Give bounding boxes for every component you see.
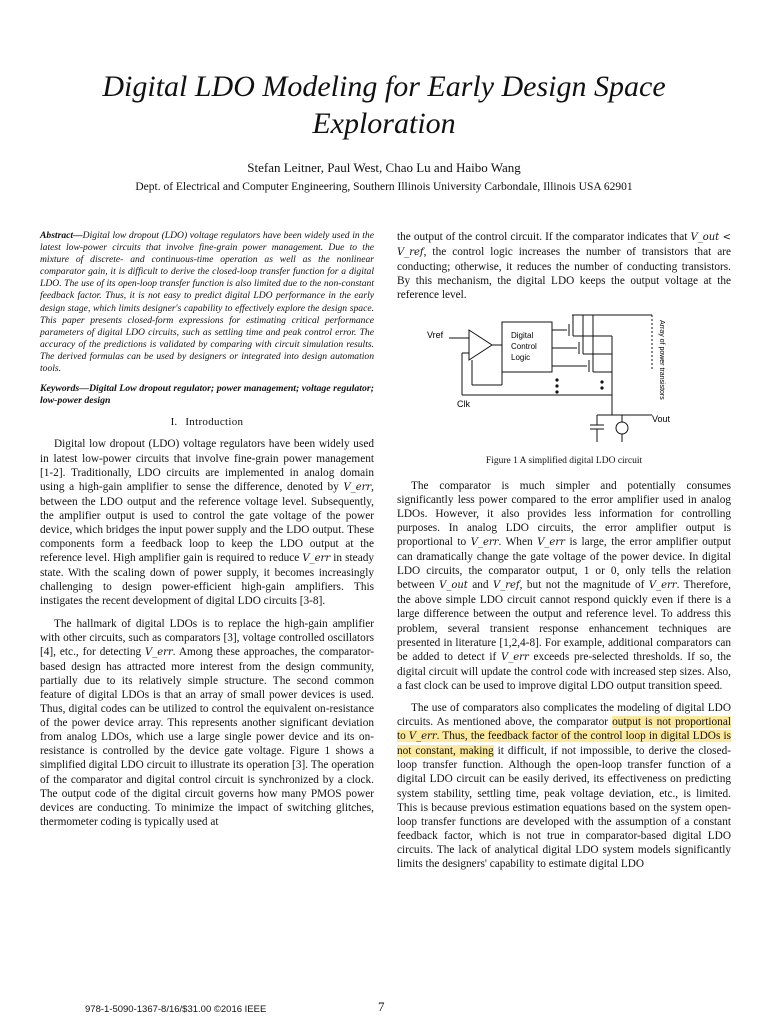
ellipsis-dot — [555, 379, 558, 382]
figure-label-clk: Clk — [457, 399, 470, 410]
figure-caption: Figure 1 A simplified digital LDO circuit — [485, 456, 643, 467]
keywords: Keywords—Digital Low dropout regulator; power management; voltage regulator; low-power design — [40, 383, 374, 407]
section-heading — [40, 415, 374, 429]
paper-title: Digital LDO Modeling for Early Design Space Exploration — [102, 70, 666, 140]
symbol-v-err: V_err — [343, 481, 372, 493]
author-list: Stefan Leitner, Paul West, Chao Lu and Haibo Wang — [247, 160, 521, 175]
logic-label-3: Logic — [511, 353, 531, 363]
section-number: I. — [170, 416, 178, 429]
left-column — [40, 230, 374, 837]
right-column — [397, 230, 731, 879]
highlighted-text: output is not proportional to V_err. Thus, the feedback factor of the control loop in digital LDOs is not constant, making — [397, 716, 731, 758]
symbol-v-out-lt-v-ref: V_out < V_ref — [397, 232, 731, 259]
figure-label-vref: Vref — [427, 330, 444, 341]
abstract-text: Digital low dropout (LDO) voltage regulators have been widely used in the latest low-power circuits that involve fine-grain power management. Due to the mixture of discrete- and continuous-time operation as well as the nonlinear comparator gain, it is difficult to derive the closed-loop transfer function for a digital LDO. The use of its open-loop transfer function is also limited due to the non-constant feedback factor. Thus, it is not easy to predict digital LDO performance in the early design stage, which limits designer's capability to effectively explore the design space. This paper presents closed-form expressions for estimating critical performance parameters of digital LDO circuits, such as settling time and peak control error. The accuracy of the predictions is validated by comparing with circuit simulation results. The derived formulas can be used by designers or integrated into design automation tools. — [40, 230, 374, 375]
page-number: 7 — [378, 999, 385, 1014]
abstract-label: Abstract— — [40, 230, 83, 241]
symbol-v-err: V_err — [145, 646, 173, 658]
figure-label-vout: Vout — [652, 414, 671, 425]
load-source — [616, 422, 628, 434]
section-title: Introduction — [185, 416, 244, 429]
body-paragraph-2: The use of comparators also complicates the modeling of digital LDO circuits. As mentioned above, the comparator output is not proportional to V_err. Thus, the feedback factor of the control loop in digital LDOs is not constant, making it difficult, if not impossible, to derive the closed-loop transfer function. Although the open-loop transfer function of a digital LDO circuit can be easily derived, its effectiveness on predicting system stability, settling time, peak voltage deviation, etc., is limited. This is because previous estimation equations based on the system open-loop transfer functions are developed with the assumption of a constant feedback factor, which is not true in comparator-based digital LDO circuits. The lack of analytical digital LDO system models significantly limits the designers' capability to estimate digital LDO — [397, 701, 731, 870]
abstract — [40, 230, 374, 375]
intro-paragraph-2: The hallmark of digital LDOs is to replace the high-gain amplifier with other circuits, such as comparators [3], voltage controlled oscillators [4], etc., for detecting V_err. Among these approaches, the comparator-based design has attracted more interest from the design community, partially due to its relatively simple structure. The second common feature of digital LDOs is that an array of small power devices is used. Thus, digital codes can be utilized to control the equivalent on-resistance of the power device array. This represents another significant deviation from analog LDOs, which use a large single power device and its on-resistance is controlled by the device gate voltage. Figure 1 shows a simplified digital LDO circuit to illustrate its operation [3]. The operation of the comparator and digital control circuit is synchronized by a clock. The output code of the digital circuit governs how many PMOS power devices are conducting. To minimize the impact of switching glitches, thermometer coding is typically used at — [40, 617, 374, 828]
figure-1 — [397, 310, 731, 450]
body-paragraph-1: The comparator is much simpler and potentially consumes significantly less power compared to the error amplifier used in analog LDOs. However, it also provides less information for controlling purposes. In analog LDO circuits, the error amplifier output is proportional to V_err. When V_err is large, the error amplifier output can dramatically change the gate voltage of the power device. In digital LDO circuits, the comparator output, 1 or 0, only tells the relation between V_out and V_ref, but not the magnitude of V_err. Therefore, the above simple LDO circuit cannot respond quickly even if there is a large difference between the output and reference level. To address this problem, several transient response enhancement techniques are presented in literature [1,2,4-8]. For example, additional comparators can be added to detect if V_err exceeds pre-selected thresholds. If so, the digital circuit will update the control code with increased step sizes. Also, a fast clock can be used to improve digital LDO output transition speed. — [397, 479, 732, 692]
symbol-v-err: V_err — [302, 553, 331, 565]
comparator-symbol — [469, 330, 492, 360]
logic-label-2: Control — [511, 342, 537, 352]
logic-label-1: Digital — [511, 331, 534, 341]
affiliation: Dept. of Electrical and Computer Engineering, Southern Illinois University Carbondale, Illinois USA 62901 — [135, 181, 633, 193]
copyright-notice: 978-1-5090-1367-8/16/$31.00 ©2016 IEEE — [85, 1004, 267, 1015]
intro-paragraph-1: Digital low dropout (LDO) voltage regulators have been widely used in latest low-power circuits that involve fine-grain power management [1-2]. Traditionally, LDO circuits are implemented in analog domain using a high-gain amplifier to sense the difference, denoted by V_err, between the LDO output and the reference voltage level. Subsequently, the amplifier output is used to control the gate voltage of the power device, which bridges the input power supply and the LDO output. These components form a feedback loop to keep the LDO output at the reference level. High amplifier gain is required to reduce V_err in steady state. With the scaling down of power supply, it becomes increasingly challenging to design power-efficient high-gain amplifiers. This instigates the recent development of digital LDO circuits [3-8]. — [40, 438, 375, 608]
ldo-circuit-diagram — [397, 310, 731, 450]
continued-paragraph: the output of the control circuit. If the comparator indicates that V_out < V_ref, the control logic increases the number of transistors that are conducting; otherwise, it reduces the number of conducting transistors. By this mechanism, the digital LDO keeps the output voltage at the reference level. — [397, 231, 731, 302]
array-label: Array of power transistors — [658, 320, 665, 401]
